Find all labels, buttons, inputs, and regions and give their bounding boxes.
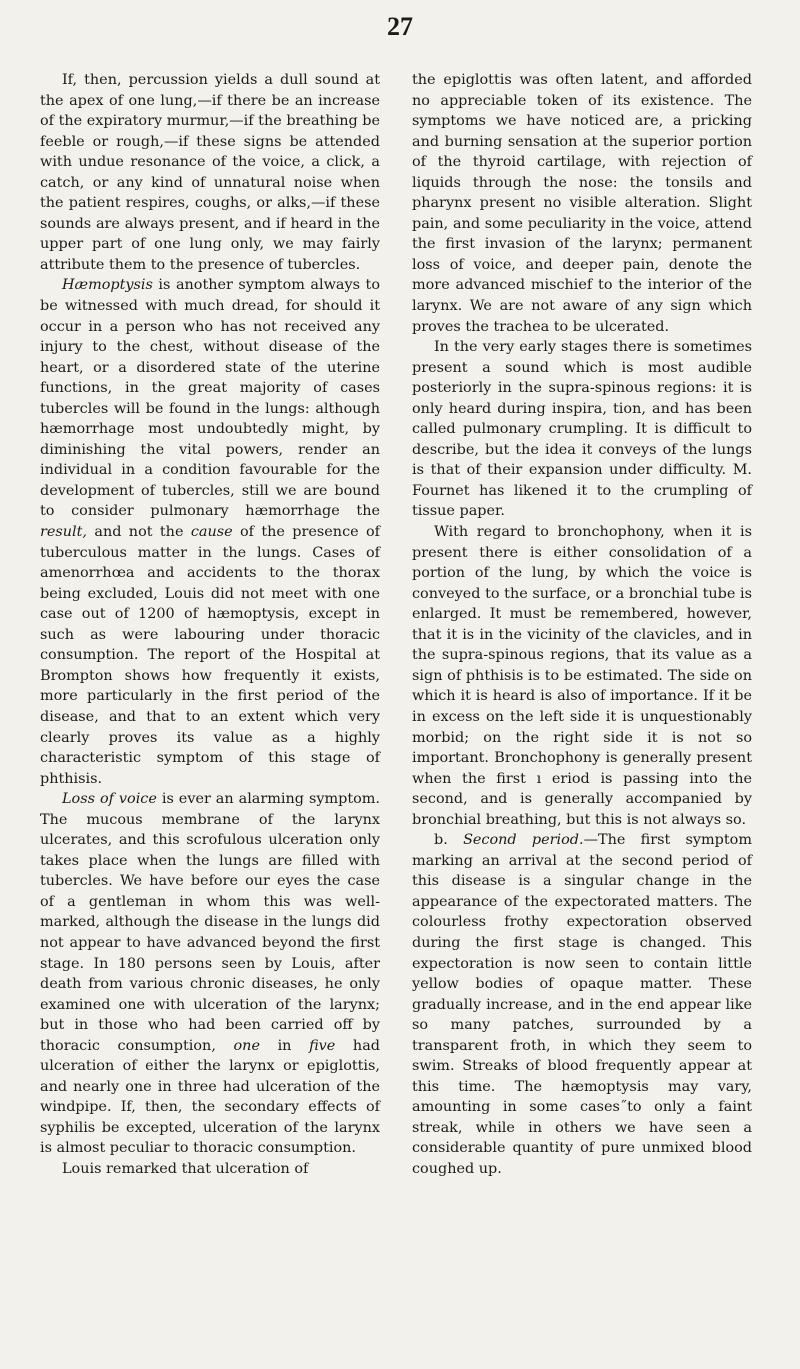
- term-loss-of-voice: Loss of voice: [62, 791, 157, 808]
- right-column: [412, 70, 752, 1180]
- paragraph-haemoptysis: Hæmoptysis is another symptom always to be witnessed with much dread, for should it occur in a person who has not received any injury to the chest, without disease of the heart, or a disordered state of the uterine functions, in the great majority of cases tubercles will be found in the lungs: although hæmorrhage most undoubtedly might, by diminishing the vital powers, render an individual in a condition favourable for the development of tubercles, still we are bound to consider pulmonary hæmorrhage the result, and not the cause of the presence of tuberculous matter in the lungs. Cases of amenorrhœa and accidents to the thorax being excluded, Louis did not meet with one case out of 1200 of hæmoptysis, except in such as were labouring under thoracic consumption. The report of the Hospital at Brompton shows how frequently it exists, more particularly in the first period of the disease, and that to an extent which very clearly proves its value as a highly characteristic symptom of this stage of phthisis.: [40, 277, 381, 787]
- paragraph-bronchophony: With regard to bronchophony, when it is present there is either consolidation of a portion of the lung, by which the voice is conveyed to the surface, or a bronchial tube is enlarged. It must be remembered, however, that it is in the vicinity of the clavicles, and in the supra-spinous regions, that its value as a sign of phthisis is to be estimated. The side on which it is heard is also of importance. If it be in excess on the left side it is unquestionably morbid; on the right side it is not so important. Bronchophony is generally present when the first ı eriod is passing into the second, and is generally accompanied by bronchial breathing, but this is not always so.: [412, 524, 752, 828]
- term-second-period: Second period.: [463, 832, 584, 849]
- paragraph-loss-of-voice: Loss of voice is ever an alarming symptom. The mucous membrane of the larynx ulcerates, and this scrofulous ulceration only takes place when the lungs are filled with tubercles. We have before our eyes the case of a gentleman in whom this was well-marked, although the disease in the lungs did not appear to have advanced beyond the first stage. In 180 persons seen by Louis, after death from various chronic diseases, he only examined one with ulceration of the larynx; but in those who had been carried off by thoracic consumption, one in five had ulceration of either the larynx or epiglottis, and nearly one in three had ulceration of the windpipe. If, then, the secondary effects of syphilis be excepted, ulceration of the larynx is almost peculiar to thoracic consumption.: [40, 791, 380, 1157]
- paragraph-second-period: b. Second period.—The first symptom marking an arrival at the second period of this disease is a singular change in the appearance of the expectorated matters. The colourless frothy expectoration observed during the first stage is changed. This expectoration is now seen to contain little yellow bodies of opaque matter. These gradually increase, and in the end appear like so many patches, surrounded by a transparent froth, in which they seem to swim. Streaks of blood frequently appear at this time. The hæmoptysis may vary, amounting in some cases˝to only a faint streak, while in others we have seen a considerable quantity of pure unmixed blood coughed up.: [412, 832, 752, 1177]
- paragraph-louis: Louis remarked that ulceration of: [62, 1160, 309, 1177]
- paragraph-epiglottis: the epiglottis was often latent, and afforded no appreciable token of its existence. The symptoms we have noticed are, a pricking and burning sensation at the superior portion of the thyroid cartilage, with rejection of liquids through the nose: the tonsils and pharynx present no visible alteration. Slight pain, and some peculiarity in the voice, attend the first invasion of the larynx; permanent loss of voice, and deeper pain, denote the more advanced mischief to the interior of the larynx. We are not aware of any sign which proves the trachea to be ulcerated.: [412, 72, 752, 335]
- paragraph-percussion: If, then, percussion yields a dull sound at the apex of one lung,—if there be an increase of the expiratory murmur,—if the breathing be feeble or rough,—if these signs be attended with undue resonance of the voice, a click, a catch, or any kind of unnatural noise when the patient respires, coughs, or alks,—if these sounds are always present, and if heard in the upper part of one lung only, we may fairly attribute them to the presence of tubercles.: [40, 72, 380, 273]
- page-number: 27: [387, 12, 413, 41]
- left-column: [40, 70, 380, 1180]
- paragraph-early-stages: In the very early stages there is sometimes present a sound which is most audible posteriorly in the supra-spinous regions: it is only heard during inspira, tion, and has been called pulmonary crumpling. It is difficult to describe, but the idea it conveys of the lungs is that of their expansion under difficulty. M. Fournet has likened it to the crumpling of tissue paper.: [412, 339, 752, 520]
- term-haemoptysis: Hæmoptysis: [62, 277, 153, 294]
